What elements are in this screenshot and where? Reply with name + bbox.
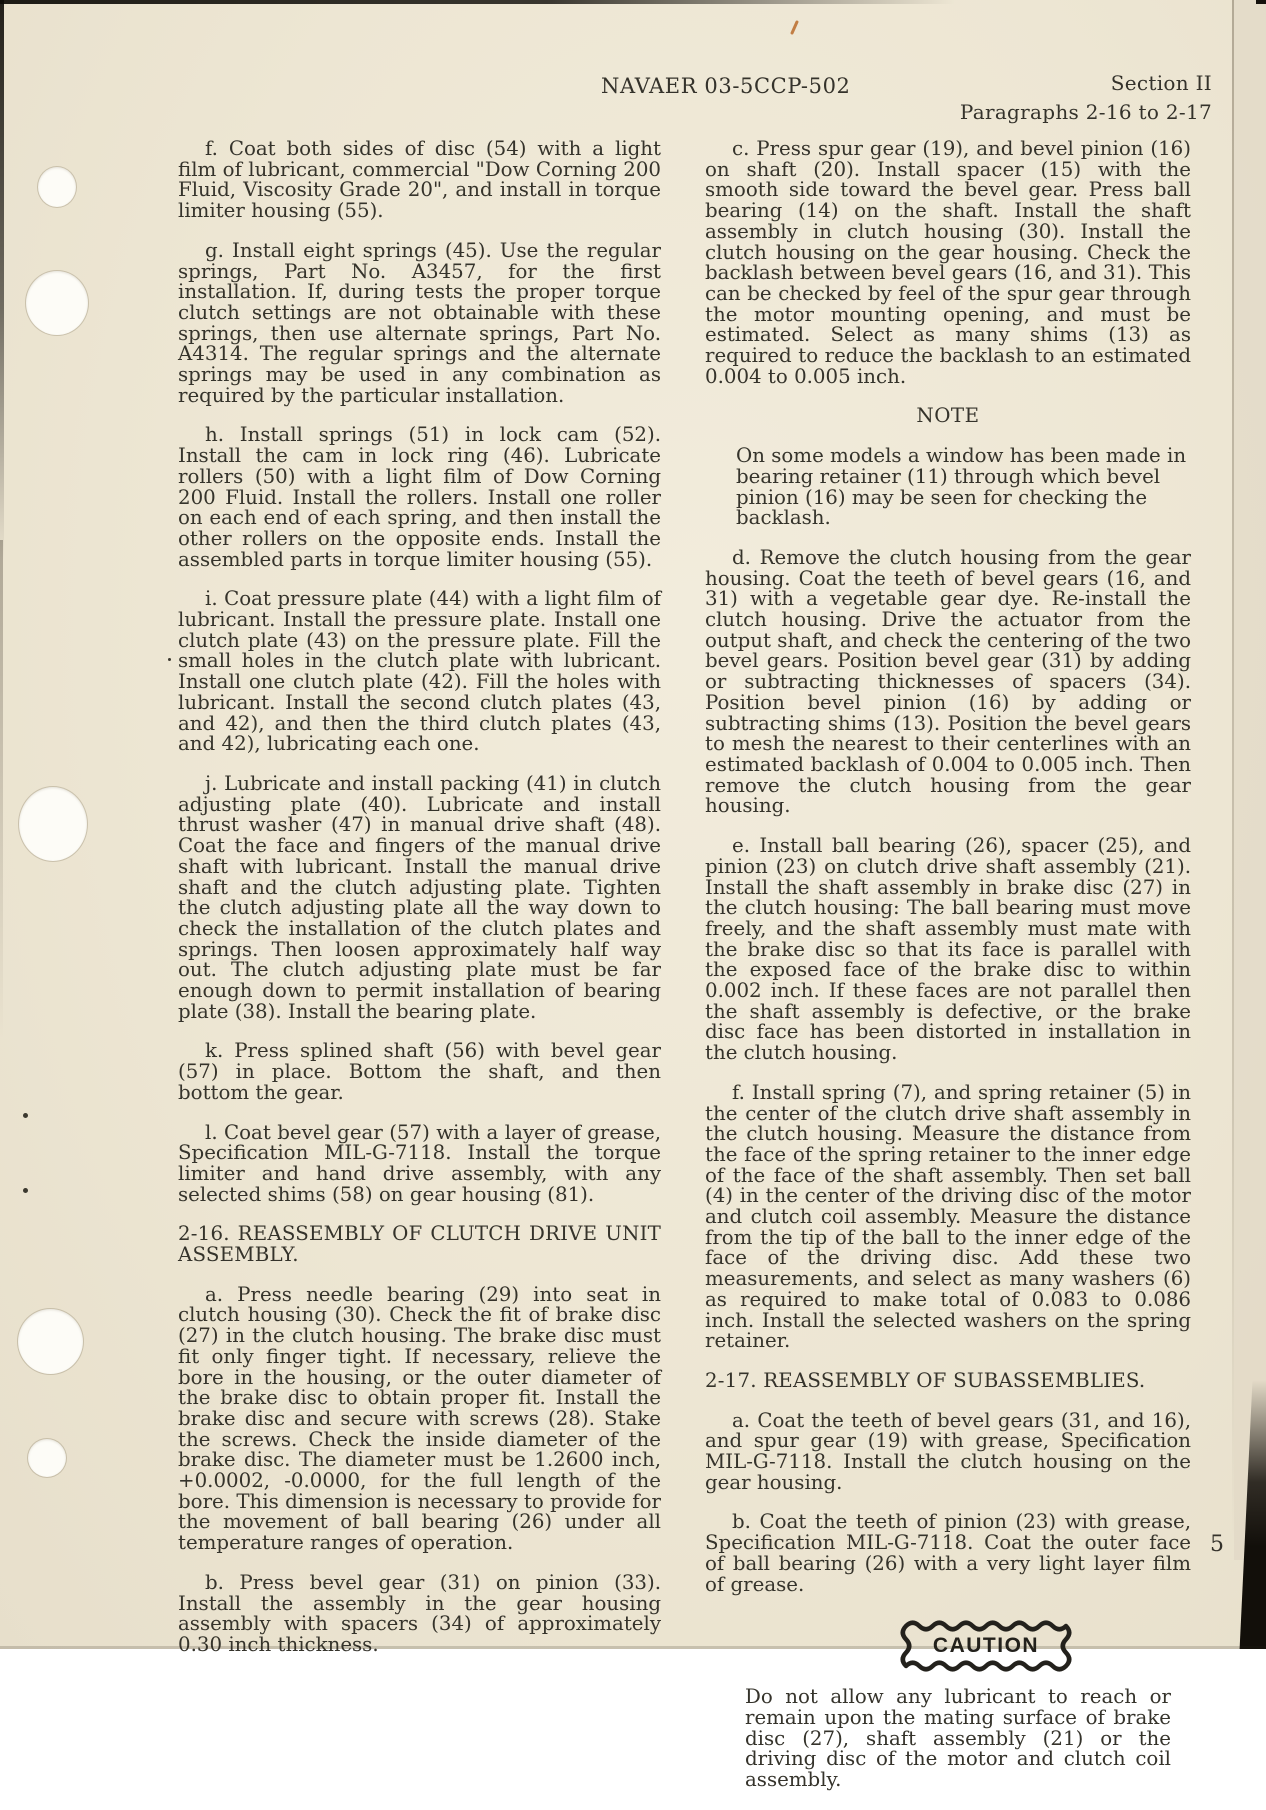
punch-hole bbox=[28, 1439, 66, 1477]
pen-slash-mark bbox=[790, 20, 799, 35]
left-text-column bbox=[178, 139, 661, 1675]
scan-right-band bbox=[1234, 0, 1266, 1560]
step-e-ball-bearing: e. Install ball bearing (26), spacer (25), and pinion (23) on clutch drive shaft assembly (21). Install the shaft assembly in brake disc (27) in the clutch housing: The ball bearing must move freely, and the shaft assembly must mate with the brake disc so that its face is parallel with the exposed face of the brake disc to within 0.002 inch. If these faces are not parallel then the shaft assembly is defective, or the brake disc face has been distorted in installation in the clutch housing. bbox=[705, 834, 1191, 1065]
step-b-bevel-gear-pinion: b. Press bevel gear (31) on pinion (33). Install the assembly in the gear housing assembly with spacers (34) of approximately 0.30 inch thickness. bbox=[178, 1570, 661, 1656]
scan-edge-left bbox=[0, 0, 4, 560]
punch-hole bbox=[38, 167, 76, 207]
step-c-spur-gear: c. Press spur gear (19), and bevel pinion (16) on shaft (20). Install spacer (15) with the smooth side toward the bevel gear. Press ball bearing (14) on the shaft. Install the shaft assembly in clutch housing (30). Install the clutch housing on the gear housing. Check the backlash between bevel gears (16, and 31). This can be checked by feel of the spur gear through the motor mounting opening, and must be estimated. Select as many shims (13) as required to reduce the backlash to an estimated 0.004 to 0.005 inch. bbox=[705, 137, 1191, 388]
step-g-springs: g. Install eight springs (45). Use the regular springs, Part No. A3457, for the first installation. If, during tests the proper torque clutch settings are not obtainable with these springs, then use alternate springs, Part No. A4314. The regular springs and the alternate springs may be used in any combination as required by the particular installation. bbox=[178, 238, 661, 407]
scan-edge-left-faint bbox=[0, 540, 3, 1040]
right-text-column bbox=[705, 139, 1191, 1810]
punch-hole bbox=[18, 1309, 83, 1374]
step-b-grease-pinion: b. Coat the teeth of pinion (23) with grease, Specification MIL-G-7118. Coat the outer face of ball bearing (26) with a very light layer film of grease. bbox=[705, 1510, 1191, 1596]
step-a-needle-bearing: a. Press needle bearing (29) into seat in clutch housing (30). Check the fit of brake disc (27) in the clutch housing. The brake disc must fit only finger tight. If necessary, relieve the bore in the housing, or the outer diameter of the brake disc to obtain proper fit. Install the brake disc and secure with screws (28). Stake the screws. Check the inside diameter of the brake disc. The diameter must be 1.2600 inch, +0.0002, -0.0000, for the full length of the bore. This dimension is necessary to provide for the movement of ball bearing (26) under all temperature ranges of operation. bbox=[178, 1282, 661, 1555]
paragraph-range-label: Paragraphs 2-16 to 2-17 bbox=[959, 100, 1212, 124]
heading-2-17: 2-17. REASSEMBLY OF SUBASSEMBLIES. bbox=[705, 1368, 1146, 1392]
punch-hole bbox=[26, 271, 88, 335]
document-number: NAVAER 03-5CCP-502 bbox=[601, 74, 851, 98]
step-f-spring-retainer: f. Install spring (7), and spring retainer (5) in the center of the clutch drive shaft assembly in the clutch housing. Measure the distance from the face of the spring retainer to the inner edge of the face of the shaft assembly. Then set ball (4) in the center of the driving disc of the motor and clutch coil assembly. Measure the distance from the tip of the ball to the inner edge of the face of the driving disc. Add these two measurements, and select as many washers (6) as required to make total of 0.083 to 0.086 inch. Install the selected washers on the spring retainer. bbox=[705, 1080, 1191, 1353]
step-k-splined-shaft: k. Press splined shaft (56) with bevel gear (57) in place. Bottom the shaft, and then bottom the gear. bbox=[178, 1039, 661, 1104]
scan-edge-top bbox=[0, 0, 995, 4]
scan-speck bbox=[23, 1113, 28, 1118]
step-i-pressure-plate: i. Coat pressure plate (44) with a light film of lubricant. Install the pressure plate. Install one clutch plate (43) on the pressure plate. Fill the small holes in the clutch plate with lubricant. Install one clutch plate (42). Fill the holes with lubricant. Install the second clutch plates (43, and 42), and then the third clutch plates (43, and 42), lubricating each one. bbox=[178, 587, 661, 756]
note-body: On some models a window has been made in bearing retainer (11) through which bevel pinion (16) may be seen for checking the backlash. bbox=[736, 444, 1187, 530]
heading-2-16: 2-16. REASSEMBLY OF CLUTCH DRIVE UNIT ASSEMBLY. bbox=[178, 1222, 661, 1267]
scan-speck bbox=[168, 658, 171, 661]
step-d-gear-dye: d. Remove the clutch housing from the gear housing. Coat the teeth of bevel gears (16, and 31) with a vegetable gear dye. Re-install the clutch housing. Drive the actuator from the output shaft, and check the centering of the two bevel gears. Position bevel gear (31) by adding or subtracting thicknesses of spacers (34). Position bevel pinion (16) by adding or subtracting shims (13). Position the bevel gears to mesh the nearest to their centerlines with an estimated backlash of 0.004 to 0.005 inch. Then remove the clutch housing from the gear housing. bbox=[705, 545, 1191, 818]
step-h-lock-cam: h. Install springs (51) in lock cam (52). Install the cam in lock ring (46). Lubricate rollers (50) with a light film of Dow Corning 200 Fluid. Install the rollers. Install one roller on each end of each spring, and then install the other rollers on the opposite ends. Install the assembled parts in torque limiter housing (55). bbox=[178, 423, 661, 571]
section-label: Section II bbox=[1110, 71, 1212, 95]
scan-speck-top-right bbox=[1256, 0, 1266, 4]
page-number: 5 bbox=[1210, 1532, 1224, 1557]
page-crease bbox=[1232, 0, 1234, 1540]
note-heading: NOTE bbox=[916, 404, 980, 428]
step-j-adjusting-plate: j. Lubricate and install packing (41) in clutch adjusting plate (40). Lubricate and install thrust washer (47) in manual drive shaft (48). Coat the face and fingers of the manual drive shaft with lubricant. Install the manual drive shaft and the clutch adjusting plate. Tighten the clutch adjusting plate all the way down to check the installation of the clutch plates and springs. Then loosen approximately half way out. The clutch adjusting plate must be far enough down to permit installation of bearing plate (38). Install the bearing plate. bbox=[178, 771, 661, 1023]
caution-body: Do not allow any lubricant to reach or remain upon the mating surface of brake disc (27), shaft assembly (21) or the driving disc of the motor and clutch coil assembly. bbox=[745, 1685, 1171, 1792]
step-f-torque-limiter: f. Coat both sides of disc (54) with a light film of lubricant, commercial "Dow Corning 200 Fluid, Viscosity Grade 20", and install in torque limiter housing (55). bbox=[178, 137, 661, 223]
scan-speck bbox=[23, 1188, 28, 1193]
step-a-grease-gears: a. Coat the teeth of bevel gears (31, and 16), and spur gear (19) with grease, Specification MIL-G-7118. Install the clutch housing on the gear housing. bbox=[705, 1408, 1191, 1494]
punch-hole bbox=[19, 787, 87, 861]
caution-label: CAUTION bbox=[932, 1634, 1040, 1658]
step-l-bevel-gear: l. Coat bevel gear (57) with a layer of grease, Specification MIL-G-7118. Install the torque limiter and hand drive assembly, with any selected shims (58) on gear housing (81). bbox=[178, 1120, 661, 1206]
